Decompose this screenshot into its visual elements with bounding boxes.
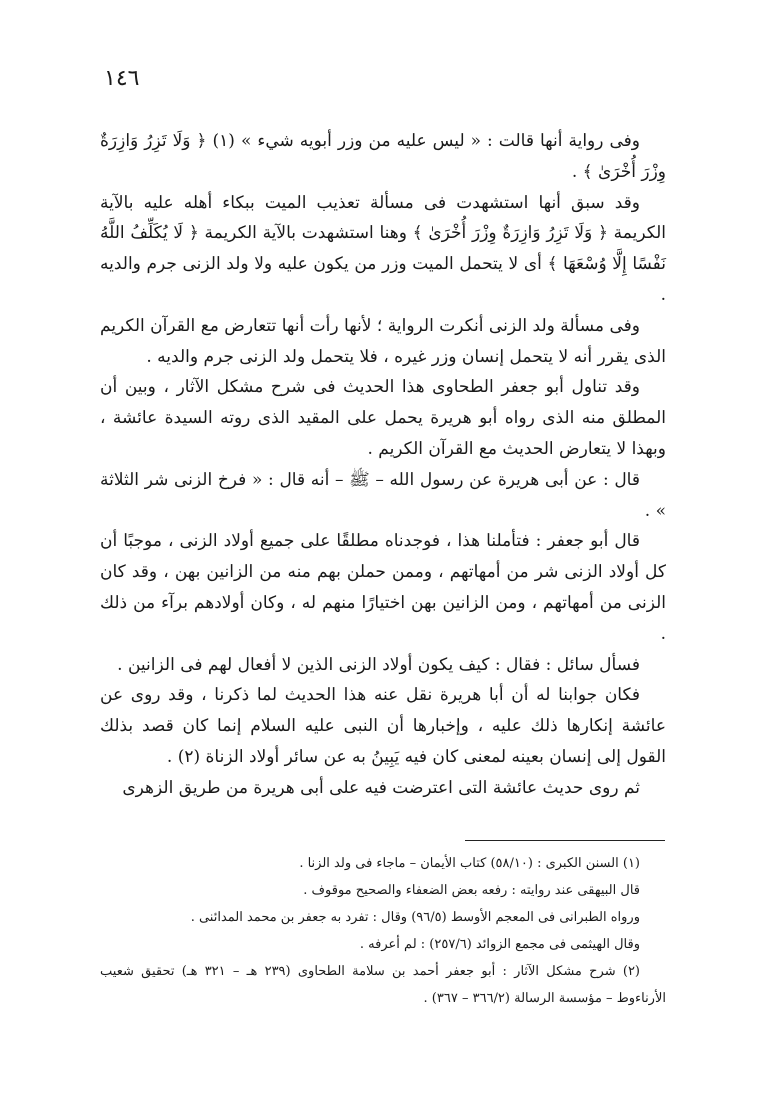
paragraph-5: قال : عن أبى هريرة عن رسول الله – ﷺ – أنه قال : « فرخ الزنى شر الثلاثة » .: [100, 469, 666, 521]
paragraph-3: وفى مسألة ولد الزنى أنكرت الرواية ؛ لأنها رأت أنها تتعارض مع القرآن الكريم الذى يقرر أنه لا يتحمل إنسان وزر غيره ، فلا يتحمل ولد الزنى جرم والديه .: [100, 315, 666, 367]
footnote-2: (٢) شرح مشكل الآثار : أبو جعفر أحمد بن سلامة الطحاوى (٢٣٩ هـ – ٣٢١ هـ) تحقيق شعيب الأرناءوط – مؤسسة الرسالة (٣٦٦/٢ – ٣٦٧) .: [100, 964, 666, 1006]
paragraph-6: قال أبو جعفر : فتأملنا هذا ، فوجدناه مطلقًا على جميع أولاد الزنى ، موجبًا أن كل أولاد الزنى شر من أمهاتهم ، وممن حملن بهم منه من الزانين بهن ، وقد كان الزنى من أمهاتهم ، ومن الزانين بهن اختيارًا منهم له ، وكان أولادهم برآء من ذلك .: [100, 531, 666, 644]
paragraph-2: وقد سبق أنها استشهدت فى مسألة تعذيب الميت ببكاء أهله عليه بالآية الكريمة ﴿ وَلَا تَزِرُ وَازِرَةٌ وِزْرَ أُخْرَىٰ ﴾ وهنا استشهدت بالآية الكريمة ﴿ لَا يُكَلِّفُ اللَّهُ نَفْسًا إِلَّا وُسْعَهَا ﴾ أى لا يتحمل الميت وزر من يكون عليه ولا ولد الزنى جرم والديه .: [100, 192, 666, 305]
paragraph-4: وقد تناول أبو جعفر الطحاوى هذا الحديث فى شرح مشكل الآثار ، وبين أن المطلق منه الذى رواه أبو هريرة يحمل على المقيد الذى روته السيدة عائشة ، وبهذا لا يتعارض الحديث مع القرآن الكريم .: [100, 377, 666, 459]
footnote-1-note-b: ورواه الطبرانى فى المعجم الأوسط (٩٦/٥) وقال : تفرد به جعفر بن محمد المدائنى .: [190, 910, 640, 925]
paragraph-8: فكان جوابنا له أن أبا هريرة نقل عنه هذا الحديث لما ذكرنا ، وقد روى عن عائشة إنكارها ذلك عليه ، وإخبارها أن النبى عليه السلام إنما كان قصد بذلك القول إلى إنسان بعينه لمعنى كان فيه يَبِينُ به عن سائر أولاد الزناة (٢) .: [100, 685, 666, 767]
page-number: ١٤٦: [104, 66, 140, 91]
footnotes: [100, 850, 666, 1012]
paragraph-9: ثم روى حديث عائشة التى اعترضت فيه على أبى هريرة من طريق الزهرى: [122, 777, 640, 798]
footnote-divider: [465, 840, 665, 841]
footnote-1-note-a: قال البيهقى عند روايته : رفعه بعض الضعفاء والصحيح موقوف .: [303, 883, 640, 898]
paragraph-7: فسأل سائل : فقال : كيف يكون أولاد الزنى الذين لا أفعال لهم فى الزانين .: [117, 654, 640, 675]
footnote-1: (١) السنن الكبرى : (٥٨/١٠) كتاب الأيمان – ماجاء فى ولد الزنا .: [299, 856, 640, 871]
body-text: [100, 126, 666, 804]
footnote-1-note-c: وقال الهيثمى فى مجمع الزوائد (٢٥٧/٦) : لم أعرفه .: [359, 937, 640, 952]
paragraph-1: وفى رواية أنها قالت : « ليس عليه من وزر أبويه شيء » (١) ﴿ وَلَا تَزِرُ وَازِرَةٌ وِزْرَ أُخْرَىٰ ﴾ .: [100, 131, 666, 182]
